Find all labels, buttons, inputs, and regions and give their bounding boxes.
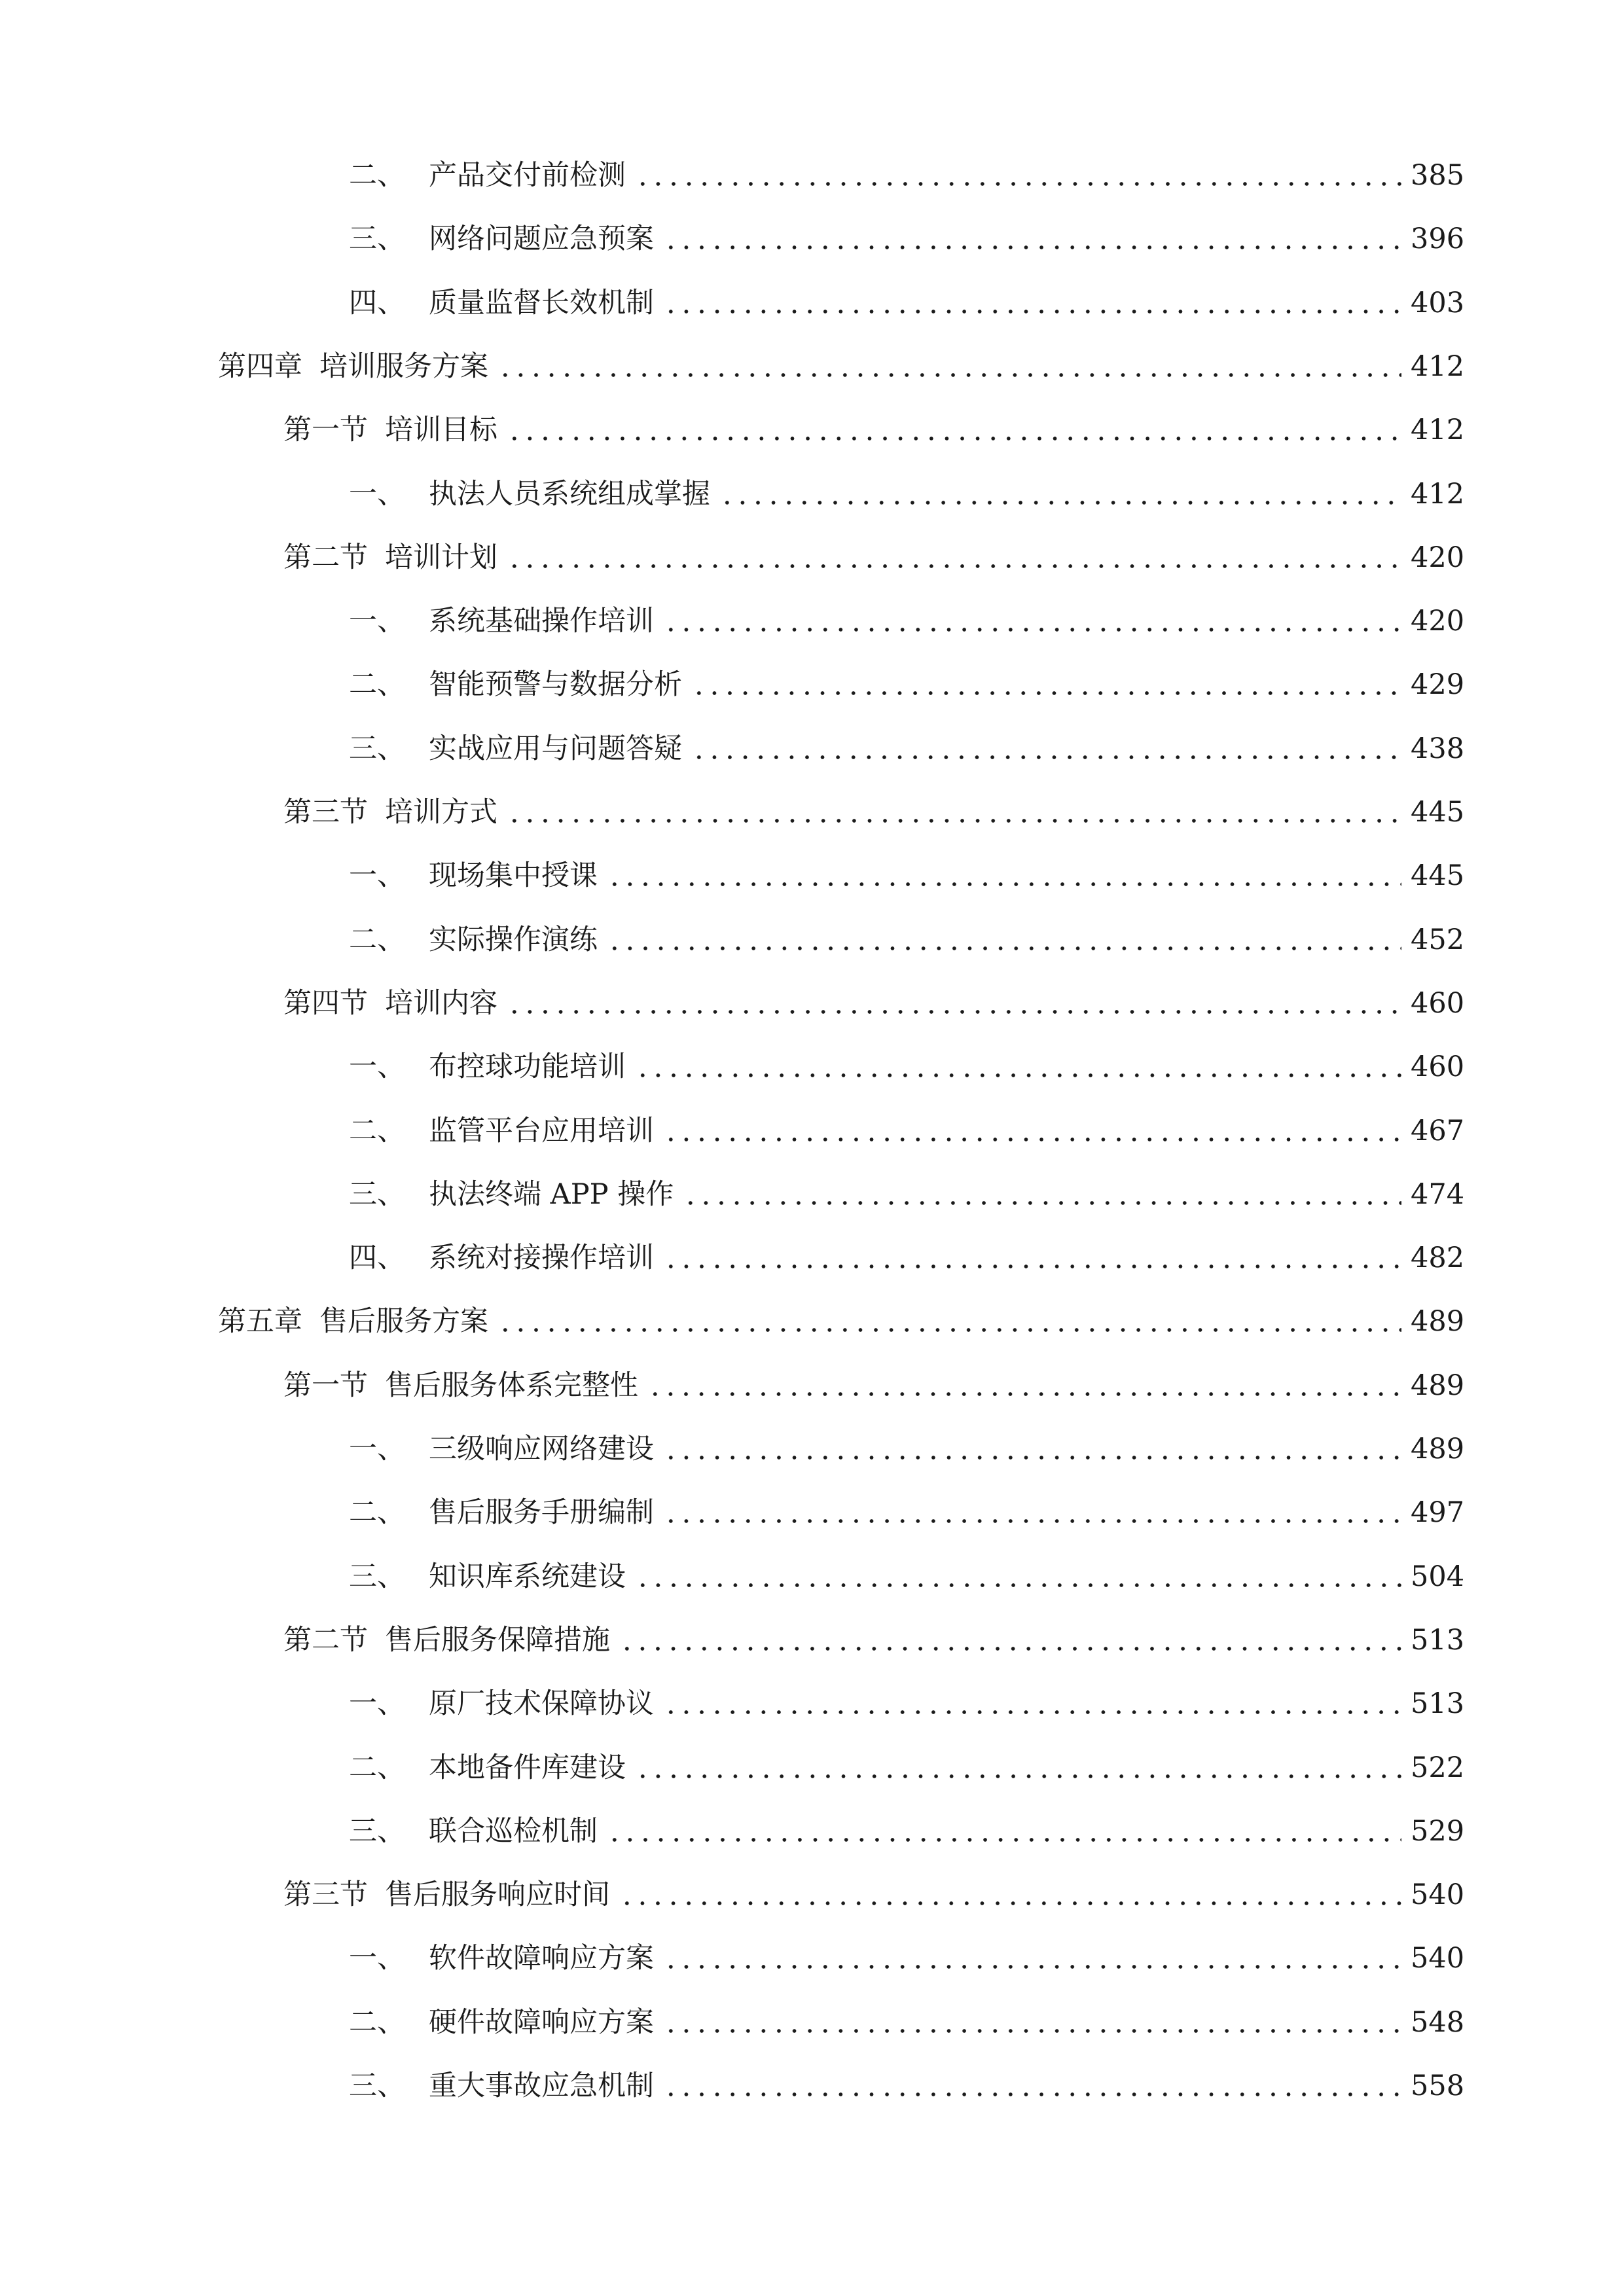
toc-entry[interactable] bbox=[283, 1366, 1463, 1405]
toc-entry-page-number: 513 bbox=[1411, 1687, 1465, 1720]
toc-entry-number: 一、 bbox=[349, 1433, 405, 1465]
toc-entry-number: 三、 bbox=[349, 223, 405, 255]
toc-entry[interactable] bbox=[218, 1302, 1463, 1341]
toc-entry[interactable] bbox=[283, 1875, 1463, 1914]
toc-entry[interactable] bbox=[283, 984, 1463, 1023]
toc-entry-page-number: 489 bbox=[1411, 1305, 1465, 1338]
toc-entry-number: 二、 bbox=[349, 668, 405, 701]
toc-entry-title: 重大事故应急机制 bbox=[429, 2070, 654, 2102]
toc-dot-leader bbox=[635, 181, 1401, 187]
toc-dot-leader bbox=[663, 1964, 1401, 1969]
toc-entry[interactable] bbox=[349, 1939, 1463, 1978]
toc-dot-leader bbox=[507, 564, 1401, 569]
toc-entry-title: 售后服务手册编制 bbox=[429, 1496, 654, 1529]
toc-dot-leader bbox=[663, 2092, 1401, 2097]
toc-entry-page-number: 548 bbox=[1411, 2006, 1465, 2039]
toc-entry-title: 系统对接操作培训 bbox=[429, 1242, 654, 1274]
toc-entry-number: 二、 bbox=[349, 1751, 405, 1784]
toc-entry-title: 知识库系统建设 bbox=[429, 1560, 626, 1593]
toc-entry-number: 第四章 bbox=[218, 350, 302, 383]
toc-entry-number: 二、 bbox=[349, 159, 405, 192]
toc-dot-leader bbox=[619, 1901, 1401, 1906]
toc-dot-leader bbox=[635, 1774, 1401, 1779]
toc-entry-title: 监管平台应用培训 bbox=[429, 1115, 654, 1147]
toc-entry-page-number: 396 bbox=[1411, 223, 1465, 255]
toc-entry[interactable] bbox=[349, 1684, 1463, 1723]
toc-entry[interactable] bbox=[218, 347, 1463, 386]
toc-entry-title: 售后服务方案 bbox=[319, 1305, 488, 1338]
toc-entry-number: 第三节 bbox=[283, 796, 368, 829]
toc-dot-leader bbox=[619, 1646, 1401, 1651]
toc-entry-page-number: 385 bbox=[1411, 159, 1465, 192]
toc-entry-page-number: 497 bbox=[1411, 1496, 1465, 1529]
toc-entry-page-number: 529 bbox=[1411, 1815, 1465, 1848]
toc-entry[interactable] bbox=[349, 1557, 1463, 1596]
toc-entry[interactable] bbox=[349, 1493, 1463, 1532]
toc-dot-leader bbox=[507, 818, 1401, 823]
toc-entry-number: 二、 bbox=[349, 924, 405, 956]
toc-entry-page-number: 489 bbox=[1411, 1433, 1465, 1465]
toc-dot-leader bbox=[663, 627, 1401, 632]
toc-dot-leader bbox=[663, 245, 1401, 250]
toc-entry-page-number: 513 bbox=[1411, 1624, 1465, 1657]
toc-entry-title: 智能预警与数据分析 bbox=[429, 668, 682, 701]
toc-dot-leader bbox=[507, 436, 1401, 441]
toc-entry-page-number: 420 bbox=[1411, 541, 1465, 574]
toc-entry[interactable] bbox=[349, 1812, 1463, 1851]
toc-entry-number: 一、 bbox=[349, 605, 405, 637]
toc-entry[interactable] bbox=[349, 1748, 1463, 1787]
toc-entry-title: 硬件故障响应方案 bbox=[429, 2006, 654, 2039]
toc-dot-leader bbox=[683, 1200, 1401, 1206]
toc-entry-number: 一、 bbox=[349, 1050, 405, 1083]
toc-entry-title: 售后服务体系完整性 bbox=[385, 1369, 638, 1402]
toc-entry-page-number: 460 bbox=[1411, 987, 1465, 1020]
toc-entry-title: 培训服务方案 bbox=[319, 350, 488, 383]
toc-dot-leader bbox=[647, 1391, 1401, 1397]
toc-dot-leader bbox=[607, 946, 1401, 951]
toc-dot-leader bbox=[691, 691, 1401, 696]
toc-entry[interactable] bbox=[349, 1175, 1463, 1214]
toc-entry-page-number: 558 bbox=[1411, 2070, 1465, 2102]
toc-entry-number: 第二节 bbox=[283, 541, 368, 574]
toc-dot-leader bbox=[497, 1327, 1401, 1333]
toc-entry-page-number: 445 bbox=[1411, 859, 1465, 892]
toc-entry-title: 实际操作演练 bbox=[429, 924, 598, 956]
toc-entry-number: 三、 bbox=[349, 1178, 405, 1211]
toc-entry-number: 三、 bbox=[349, 1815, 405, 1848]
toc-entry-title: 执法人员系统组成掌握 bbox=[429, 478, 710, 511]
toc-entry-number: 三、 bbox=[349, 732, 405, 765]
toc-dot-leader bbox=[607, 1837, 1401, 1842]
toc-entry[interactable] bbox=[349, 665, 1463, 704]
toc-entry[interactable] bbox=[349, 856, 1463, 895]
toc-entry-page-number: 540 bbox=[1411, 1942, 1465, 1975]
toc-dot-leader bbox=[635, 1073, 1401, 1078]
toc-dot-leader bbox=[607, 882, 1401, 887]
toc-entry-number: 三、 bbox=[349, 1560, 405, 1593]
toc-entry-title: 质量监督长效机制 bbox=[429, 287, 654, 319]
toc-entry[interactable] bbox=[349, 1111, 1463, 1151]
toc-entry-number: 一、 bbox=[349, 478, 405, 511]
toc-entry-title: 三级响应网络建设 bbox=[429, 1433, 654, 1465]
toc-dot-leader bbox=[719, 500, 1401, 505]
toc-entry-title: 实战应用与问题答疑 bbox=[429, 732, 682, 765]
toc-entry-page-number: 460 bbox=[1411, 1050, 1465, 1083]
toc-entry-number: 四、 bbox=[349, 1242, 405, 1274]
toc-dot-leader bbox=[663, 2028, 1401, 2034]
toc-entry-title: 售后服务保障措施 bbox=[385, 1624, 610, 1657]
toc-entry-number: 第一节 bbox=[283, 1369, 368, 1402]
toc-entry-number: 二、 bbox=[349, 1496, 405, 1529]
toc-entry-page-number: 412 bbox=[1411, 350, 1465, 383]
toc-entry-number: 二、 bbox=[349, 2006, 405, 2039]
toc-entry-title: 培训方式 bbox=[385, 796, 497, 829]
toc-dot-leader bbox=[663, 1264, 1401, 1269]
toc-dot-leader bbox=[507, 1009, 1401, 1014]
toc-dot-leader bbox=[635, 1583, 1401, 1588]
toc-entry[interactable] bbox=[349, 1429, 1463, 1469]
toc-entry[interactable] bbox=[349, 2066, 1463, 2106]
toc-entry-number: 二、 bbox=[349, 1115, 405, 1147]
toc-entry-page-number: 445 bbox=[1411, 796, 1465, 829]
toc-entry[interactable] bbox=[349, 283, 1463, 323]
toc-entry[interactable] bbox=[349, 2003, 1463, 2042]
toc-entry-title: 培训计划 bbox=[385, 541, 497, 574]
toc-entry-page-number: 474 bbox=[1411, 1178, 1465, 1211]
toc-dot-leader bbox=[663, 1518, 1401, 1524]
toc-entry-title: 执法终端 APP 操作 bbox=[429, 1178, 674, 1211]
toc-dot-leader bbox=[497, 372, 1401, 378]
toc-entry-page-number: 482 bbox=[1411, 1242, 1465, 1274]
toc-entry-title: 培训目标 bbox=[385, 414, 497, 446]
toc-entry-page-number: 540 bbox=[1411, 1878, 1465, 1911]
toc-entry[interactable] bbox=[349, 156, 1463, 195]
toc-entry-number: 一、 bbox=[349, 1687, 405, 1720]
toc-entry-page-number: 412 bbox=[1411, 414, 1465, 446]
toc-entry-page-number: 412 bbox=[1411, 478, 1465, 511]
toc-entry[interactable] bbox=[349, 475, 1463, 514]
toc-entry[interactable] bbox=[283, 793, 1463, 832]
toc-entry-title: 售后服务响应时间 bbox=[385, 1878, 610, 1911]
toc-entry-title: 原厂技术保障协议 bbox=[429, 1687, 654, 1720]
toc-entry-number: 第五章 bbox=[218, 1305, 302, 1338]
toc-entry[interactable] bbox=[283, 538, 1463, 577]
toc-entry-page-number: 403 bbox=[1411, 287, 1465, 319]
toc-entry-page-number: 420 bbox=[1411, 605, 1465, 637]
toc-entry[interactable] bbox=[283, 1621, 1463, 1660]
toc-dot-leader bbox=[663, 309, 1401, 314]
toc-entry-page-number: 504 bbox=[1411, 1560, 1465, 1593]
toc-entry[interactable] bbox=[349, 601, 1463, 641]
toc-entry[interactable] bbox=[349, 729, 1463, 768]
toc-entry-page-number: 452 bbox=[1411, 924, 1465, 956]
toc-entry-number: 三、 bbox=[349, 2070, 405, 2102]
toc-dot-leader bbox=[663, 1455, 1401, 1460]
toc-entry-title: 联合巡检机制 bbox=[429, 1815, 598, 1848]
toc-entry-title: 网络问题应急预案 bbox=[429, 223, 654, 255]
toc-entry-page-number: 429 bbox=[1411, 668, 1465, 701]
toc-entry-title: 培训内容 bbox=[385, 987, 497, 1020]
toc-entry-title: 系统基础操作培训 bbox=[429, 605, 654, 637]
toc-entry-title: 产品交付前检测 bbox=[429, 159, 626, 192]
toc-entry-page-number: 522 bbox=[1411, 1751, 1465, 1784]
toc-entry-title: 现场集中授课 bbox=[429, 859, 598, 892]
toc-entry[interactable] bbox=[283, 410, 1463, 450]
toc-entry[interactable] bbox=[349, 1047, 1463, 1086]
toc-dot-leader bbox=[663, 1137, 1401, 1142]
toc-entry-title: 布控球功能培训 bbox=[429, 1050, 626, 1083]
toc-entry-number: 第三节 bbox=[283, 1878, 368, 1911]
toc-entry-title: 本地备件库建设 bbox=[429, 1751, 626, 1784]
toc-entry-number: 第二节 bbox=[283, 1624, 368, 1657]
toc-dot-leader bbox=[691, 755, 1401, 760]
toc-entry-page-number: 467 bbox=[1411, 1115, 1465, 1147]
toc-dot-leader bbox=[663, 1710, 1401, 1715]
toc-entry-page-number: 438 bbox=[1411, 732, 1465, 765]
toc-entry-number: 第一节 bbox=[283, 414, 368, 446]
toc-entry-number: 四、 bbox=[349, 287, 405, 319]
toc-entry-number: 一、 bbox=[349, 859, 405, 892]
toc-entry-number: 第四节 bbox=[283, 987, 368, 1020]
toc-entry[interactable] bbox=[349, 1238, 1463, 1278]
toc-entry-title: 软件故障响应方案 bbox=[429, 1942, 654, 1975]
toc-entry[interactable] bbox=[349, 219, 1463, 259]
toc-entry[interactable] bbox=[349, 920, 1463, 960]
toc-entry-page-number: 489 bbox=[1411, 1369, 1465, 1402]
toc-entry-number: 一、 bbox=[349, 1942, 405, 1975]
